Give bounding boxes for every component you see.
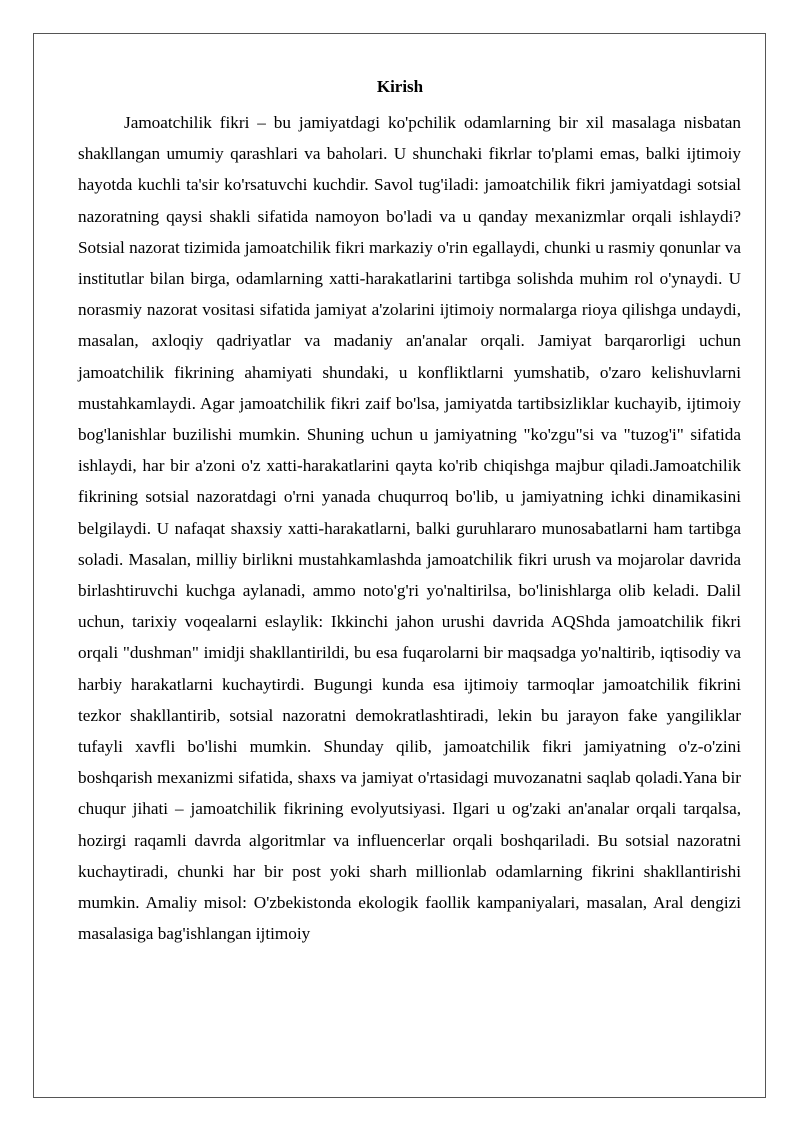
body-paragraph: Jamoatchilik fikri – bu jamiyatdagi ko'pchilik odamlarning bir xil masalaga nisbatan shakllangan umumiy qarashlari va baholari. U shunchaki fikrlar to'plami emas, balki ijtimoiy hayotda kuchli ta'sir ko'rsatuvchi kuchdir. Savol tug'iladi: jamoatchilik fikri jamiyatdagi sotsial nazoratning qaysi shakli sifatida namoyon bo'ladi va u qanday mexanizmlar orqali ishlaydi? Sotsial nazorat tizimida jamoatchilik fikri markaziy o'rin egallaydi, chunki u rasmiy qonunlar va institutlar bilan birga, odamlarning xatti-harakatlarini tartibga solishda muhim rol o'ynaydi. U norasmiy nazorat vositasi sifatida jamiyat a'zolarini ijtimoiy normalarga rioya qilishga undaydi, masalan, axloqiy qadriyatlar va madaniy an'analar orqali. Jamiyat barqarorligi uchun jamoatchilik fikrining ahamiyati shundaki, u konfliktlarni yumshatib, o'zaro kelishuvlarni mustahkamlaydi. Agar jamoatchilik fikri zaif bo'lsa, jamiyatda tartibsizliklar kuchayib, ijtimoiy bog'lanishlar buzilishi mumkin. Shuning uchun u jamiyatning "ko'zgu"si va "tuzog'i" sifatida ishlaydi, har bir a'zoni o'z xatti-harakatlarini qayta ko'rib chiqishga majbur qiladi.Jamoatchilik fikrining sotsial nazoratdagi o'rni yanada chuqurroq bo'lib, u jamiyatning ichki dinamikasini belgilaydi. U nafaqat shaxsiy xatti-harakatlarni, balki guruhlararo munosabatlarni ham tartibga soladi. Masalan, milliy birlikni mustahkamlashda jamoatchilik fikri urush va mojarolar davrida birlashtiruvchi kuchga aylanadi, ammo noto'g'ri yo'naltirilsa, bo'linishlarga olib keladi. Dalil uchun, tarixiy voqealarni eslaylik: Ikkinchi jahon urushi davrida AQShda jamoatchilik fikri orqali "dushman" imidji shakllantirildi, bu esa fuqarolarni bir maqsadga yo'naltirib, iqtisodiy va harbiy harakatlarni kuchaytirdi. Bugungi kunda esa ijtimoiy tarmoqlar jamoatchilik fikrini tezkor shakllantirib, sotsial nazoratni demokratlashtiradi, lekin bu jarayon fake yangiliklar tufayli xavfli bo'lishi mumkin. Shunday qilib, jamoatchilik fikri jamiyatning o'z-o'zini boshqarish mexanizmi sifatida, shaxs va jamiyat o'rtasidagi muvozanatni saqlab qoladi.Yana bir chuqur jihati – jamoatchilik fikrining evolyutsiyasi. Ilgari u og'zaki an'analar orqali tarqalsa, hozirgi raqamli davrda algoritmlar va influencerlar orqali boshqariladi. Bu sotsial nazoratni kuchaytiradi, chunki har bir post yoki sharh millionlab odamlarning fikrini shakllantirishi mumkin. Amaliy misol: O'zbekistonda ekologik faollik kampaniyalari, masalan, Aral dengizi masalasiga bag'ishlangan ijtimoiy <box>78 113 741 944</box>
document-title: Kirish <box>376 77 424 96</box>
